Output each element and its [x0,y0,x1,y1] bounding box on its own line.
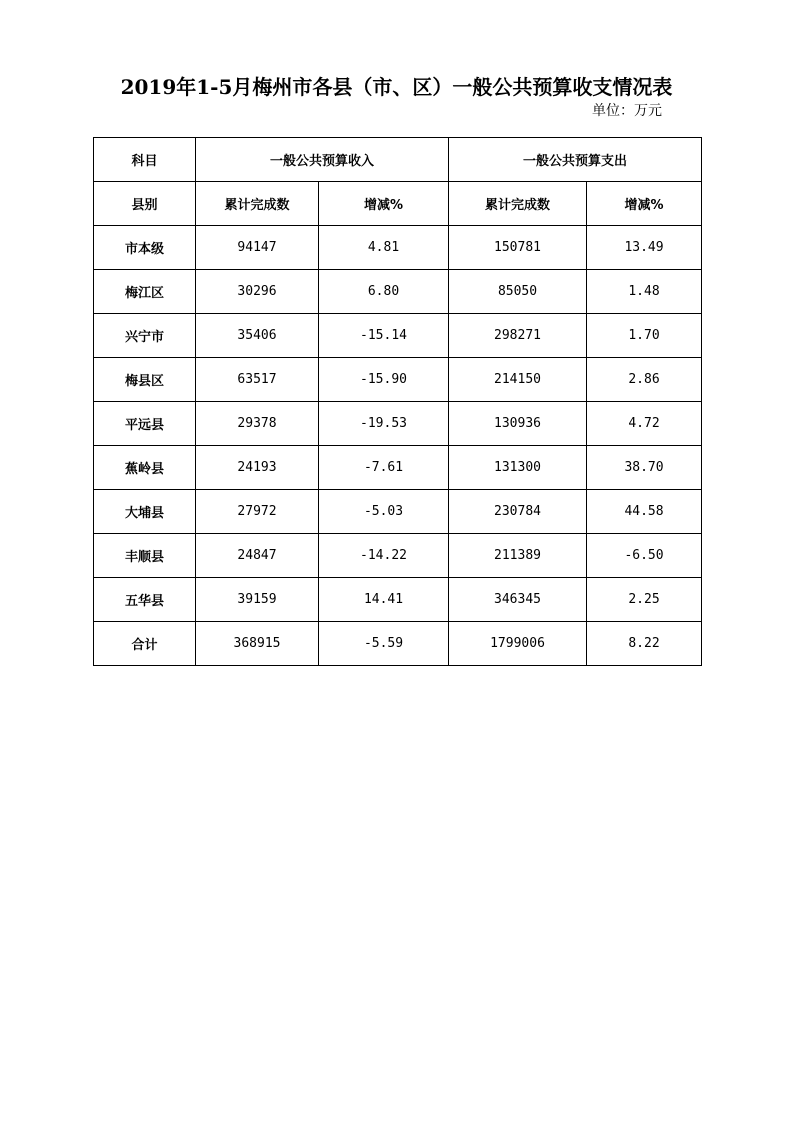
expenditure-cell: 130936 [449,402,587,446]
expenditure-cell: 131300 [449,446,587,490]
expenditure-cell: 346345 [449,578,587,622]
revenue-change-cell: 14.41 [319,578,449,622]
expenditure-cell: 211389 [449,534,587,578]
county-cell: 大埔县 [94,490,196,534]
revenue-change-cell: 4.81 [319,226,449,270]
county-cell: 丰顺县 [94,534,196,578]
table-subheader-row [94,182,702,226]
table-row [94,402,702,446]
header-county: 县别 [94,182,196,226]
table-row [94,446,702,490]
table-row [94,226,702,270]
total-expenditure-cell: 1799006 [449,622,587,666]
revenue-change-cell: -19.53 [319,402,449,446]
expenditure-cell: 230784 [449,490,587,534]
total-revenue-cell: 368915 [196,622,319,666]
header-expenditure-cumulative: 累计完成数 [449,182,587,226]
expenditure-change-cell: 4.72 [587,402,702,446]
revenue-cell: 27972 [196,490,319,534]
revenue-cell: 30296 [196,270,319,314]
revenue-cell: 24847 [196,534,319,578]
header-revenue-cumulative: 累计完成数 [196,182,319,226]
revenue-change-cell: -15.90 [319,358,449,402]
expenditure-change-cell: 2.25 [587,578,702,622]
revenue-change-cell: -14.22 [319,534,449,578]
expenditure-cell: 150781 [449,226,587,270]
expenditure-change-cell: 1.48 [587,270,702,314]
table-header-row [94,138,702,182]
total-expenditure-change-cell: 8.22 [587,622,702,666]
total-label-cell: 合计 [94,622,196,666]
budget-table [93,137,702,666]
revenue-cell: 63517 [196,358,319,402]
county-cell: 平远县 [94,402,196,446]
header-subject: 科目 [94,138,196,182]
expenditure-change-cell: 2.86 [587,358,702,402]
county-cell: 梅县区 [94,358,196,402]
table-row [94,534,702,578]
table-row [94,578,702,622]
table-row [94,490,702,534]
county-cell: 五华县 [94,578,196,622]
header-revenue-change: 增减% [319,182,449,226]
table-row [94,314,702,358]
table-row [94,270,702,314]
revenue-change-cell: -15.14 [319,314,449,358]
expenditure-change-cell: 38.70 [587,446,702,490]
expenditure-cell: 214150 [449,358,587,402]
county-cell: 市本级 [94,226,196,270]
revenue-change-cell: -7.61 [319,446,449,490]
page-title: 2019年1-5月梅州市各县（市、区）一般公共预算收支情况表 [120,75,673,99]
county-cell: 兴宁市 [94,314,196,358]
header-expenditure-change: 增减% [587,182,702,226]
table-total-row [94,622,702,666]
revenue-cell: 35406 [196,314,319,358]
expenditure-change-cell: 13.49 [587,226,702,270]
table-row [94,358,702,402]
revenue-change-cell: -5.03 [319,490,449,534]
expenditure-change-cell: -6.50 [587,534,702,578]
revenue-cell: 24193 [196,446,319,490]
expenditure-change-cell: 1.70 [587,314,702,358]
unit-label: 单位：万元 [592,103,662,119]
total-revenue-change-cell: -5.59 [319,622,449,666]
county-cell: 梅江区 [94,270,196,314]
header-expenditure-group: 一般公共预算支出 [449,138,702,182]
revenue-cell: 39159 [196,578,319,622]
expenditure-change-cell: 44.58 [587,490,702,534]
revenue-cell: 29378 [196,402,319,446]
revenue-change-cell: 6.80 [319,270,449,314]
header-revenue-group: 一般公共预算收入 [196,138,449,182]
expenditure-cell: 298271 [449,314,587,358]
county-cell: 蕉岭县 [94,446,196,490]
revenue-cell: 94147 [196,226,319,270]
expenditure-cell: 85050 [449,270,587,314]
